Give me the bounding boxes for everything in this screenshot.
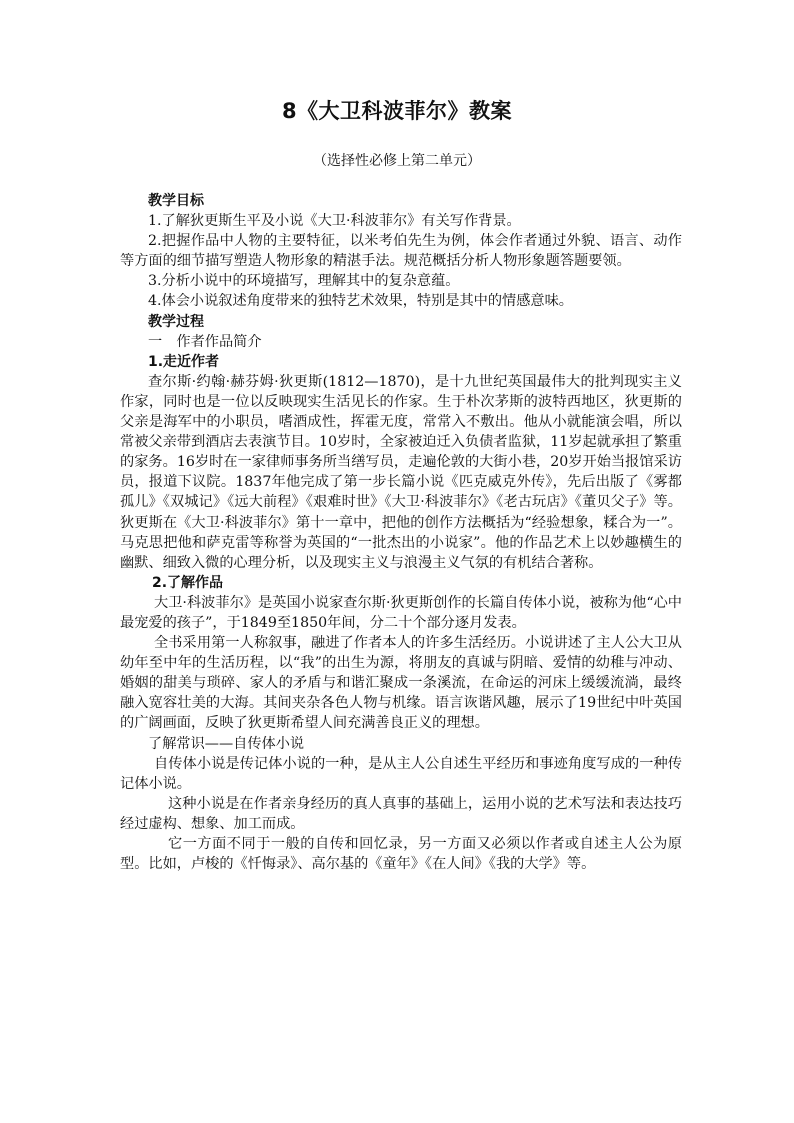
objective-item: 1.了解狄更斯生平及小说《大卫·科波菲尔》有关写作背景。: [148, 213, 521, 230]
knowledge-paragraph: 它一方面不同于一般的自传和回忆录，另一方面又必须以作者或自述主人公为原型。比如，卢梭的《忏悔录》、高尔基的《童年》《在人间》《我的大学》等。: [120, 836, 682, 873]
objective-item: 4.体会小说叙述角度带来的独特艺术效果，特别是其中的情感意味。: [148, 293, 573, 310]
work-heading: 2.了解作品: [152, 574, 224, 591]
objective-item: 3.分析小说中的环境描写，理解其中的复杂意蕴。: [148, 273, 460, 290]
work-paragraph: 全书采用第一人称叙事，融进了作者本人的许多生活经历。小说讲述了主人公大卫从幼年至中年的生活历程，以“我”的出生为源，将朋友的真诚与阴暗、爱情的幼稚与冲动、婚姻的甜美与琐碎、家人的矛盾与和谐汇聚成一条溪流，在命运的河床上缓缓流淌，最终融入宽容壮美的大海。其间夹杂各色人物与机缘。语言诙谐风趣，展示了19世纪中叶英国的广阔画面，反映了狄更斯希望人间充满善良正义的理想。: [120, 635, 682, 732]
knowledge-heading: 了解常识——自传体小说: [148, 735, 305, 752]
knowledge-paragraph: 这种小说是在作者亲身经历的真人真事的基础上，运用小说的艺术写法和表达技巧经过虚构、想象、加工而成。: [120, 795, 682, 832]
objectives-heading: 教学目标: [148, 193, 204, 209]
part-one-heading: 一 作者作品简介: [148, 333, 262, 350]
document-body: [120, 191, 682, 874]
author-paragraph: 查尔斯·约翰·赫芬姆·狄更斯(1812—1870)，是十九世纪英国最伟大的批判现实主义作家，同时也是一位以反映现实生活见长的作家。生于朴次茅斯的波特西地区，狄更斯的父亲是海军中的小职员，嗜酒成性，挥霍无度，常常入不敷出。他从小就能演会唱，所以常被父亲带到酒店去表演节目。10岁时，全家被迫迁入负债者监狱，11岁起就承担了繁重的家务。16岁时在一家律师事务所当缮写员，走遍伦敦的大街小巷，20岁开始当报馆采访员，报道下议院。1837年他完成了第一步长篇小说《匹克威克外传》，先后出版了《雾都孤儿》《双城记》《远大前程》《艰难时世》《大卫·科波菲尔》《老古玩店》《董贝父子》等。狄更斯在《大卫·科波菲尔》第十一章中，把他的创作方法概括为“经验想象，糅合为一”。马克思把他和萨克雷等称誉为英国的“一批杰出的小说家”。他的作品艺术上以妙趣横生的幽默、细致入微的心理分析，以及现实主义与浪漫主义气氛的有机结合著称。: [120, 373, 682, 571]
document-title: 8《大卫科波菲尔》教案: [281, 99, 513, 123]
objective-item: 2.把握作品中人物的主要特征，以米考伯先生为例，体会作者通过外貌、语言、动作等方面的细节描写塑造人物形象的精湛手法。规范概括分析人物形象题答题要领。: [120, 233, 682, 270]
author-heading: 1.走近作者: [148, 353, 220, 370]
document-subtitle: （选择性必修上第二单元）: [313, 153, 481, 169]
process-heading: 教学过程: [148, 313, 204, 330]
knowledge-paragraph: 自传体小说是传记体小说的一种，是从主人公自述生平经历和事迹角度写成的一种传记体小说。: [120, 755, 682, 792]
work-paragraph: 大卫·科波菲尔》是英国小说家查尔斯·狄更斯创作的长篇自传体小说，被称为他“心中最宠爱的孩子”，于1849至1850年间，分二十个部分逐月发表。: [120, 594, 682, 631]
